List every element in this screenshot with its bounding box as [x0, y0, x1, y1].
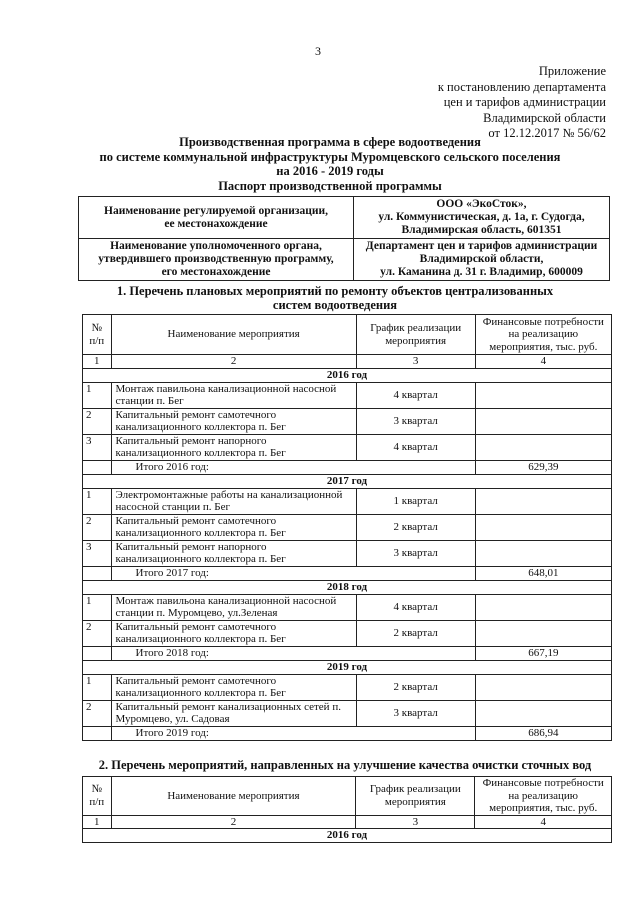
title-line: по системе коммунальной инфраструктуры Муромцевского сельского поселения — [99, 149, 561, 164]
item-finance — [475, 620, 611, 646]
item-name: Монтаж павильона канализационной насосной станции п. Муромцево, ул.Зеленая — [111, 594, 356, 620]
item-finance — [475, 540, 611, 566]
item-name: Капитальный ремонт самотечного канализационного коллектора п. Бег — [111, 620, 356, 646]
item-finance — [475, 594, 611, 620]
year-header: 2016 год — [83, 368, 612, 382]
item-finance — [475, 434, 611, 460]
section2-title: 2. Перечень мероприятий, направленных на улучшение качества очистки сточных вод — [98, 758, 592, 772]
passport-org-label: Наименование регулируемой организации, ее местонахождение — [79, 197, 354, 239]
header-num: № п/п — [83, 777, 112, 816]
year-header: 2019 год — [83, 660, 612, 674]
col-number: 3 — [356, 815, 475, 829]
item-number: 1 — [83, 674, 112, 700]
year-header: 2016 год — [83, 829, 612, 843]
item-schedule: 3 квартал — [356, 540, 475, 566]
header-num: № п/п — [83, 315, 112, 355]
item-number: 3 — [83, 434, 112, 460]
col-number: 1 — [83, 355, 112, 369]
item-number: 3 — [83, 540, 112, 566]
appendix-header — [438, 64, 606, 142]
item-name: Капитальный ремонт самотечного канализационного коллектора п. Бег — [111, 514, 356, 540]
item-number: 1 — [83, 488, 112, 514]
page-number: 3 — [315, 44, 321, 58]
col-number: 2 — [111, 355, 356, 369]
appendix-line: Владимирской области — [483, 110, 606, 125]
item-name: Электромонтажные работы на канализационной насосной станции п. Бег — [111, 488, 356, 514]
item-schedule: 4 квартал — [356, 434, 475, 460]
item-schedule: 2 квартал — [356, 674, 475, 700]
section1-title: 1. Перечень плановых мероприятий по ремонту объектов централизованных систем водоотведения — [116, 284, 554, 312]
item-name: Капитальный ремонт напорного канализационного коллектора п. Бег — [111, 434, 356, 460]
item-number: 1 — [83, 382, 112, 408]
col-number: 3 — [356, 355, 475, 369]
item-schedule: 1 квартал — [356, 488, 475, 514]
total-value: 667,19 — [475, 646, 611, 660]
item-schedule: 3 квартал — [356, 700, 475, 726]
header-schedule: График реализации мероприятия — [356, 777, 475, 816]
item-name: Монтаж павильона канализационной насосной станции п. Бег — [111, 382, 356, 408]
item-number: 1 — [83, 594, 112, 620]
item-finance — [475, 488, 611, 514]
year-header: 2017 год — [83, 474, 612, 488]
item-schedule: 2 квартал — [356, 620, 475, 646]
item-number: 2 — [83, 700, 112, 726]
header-finance: Финансовые потребности на реализацию мероприятия, тыс. руб. — [475, 777, 612, 816]
item-finance — [475, 700, 611, 726]
appendix-line: к постановлению департамента — [437, 79, 606, 94]
passport-authority-value: Департамент цен и тарифов администрации Владимирской области, ул. Каманина д. 31 г. Владимир, 600009 — [354, 239, 610, 281]
item-name: Капитальный ремонт канализационных сетей п. Муромцево, ул. Садовая — [111, 700, 356, 726]
header-finance: Финансовые потребности на реализацию мероприятия, тыс. руб. — [475, 315, 611, 355]
quality-plan-table — [82, 776, 612, 843]
item-name: Капитальный ремонт напорного канализационного коллектора п. Бег — [111, 540, 356, 566]
item-name: Капитальный ремонт самотечного канализационного коллектора п. Бег — [111, 674, 356, 700]
passport-authority-label: Наименование уполномоченного органа, утвердившего производственную программу, его местонахождение — [79, 239, 354, 281]
document-title — [70, 135, 590, 193]
appendix-line: от 12.12.2017 № 56/62 — [488, 126, 606, 140]
col-number: 4 — [475, 355, 611, 369]
item-schedule: 3 квартал — [356, 408, 475, 434]
item-finance — [475, 408, 611, 434]
header-name: Наименование мероприятия — [111, 315, 356, 355]
total-value: 648,01 — [475, 566, 611, 580]
item-schedule: 2 квартал — [356, 514, 475, 540]
total-label: Итого 2019 год: — [111, 726, 475, 740]
item-finance — [475, 674, 611, 700]
item-number: 2 — [83, 408, 112, 434]
total-value: 629,39 — [475, 460, 611, 474]
col-number: 4 — [475, 815, 612, 829]
appendix-line: Приложение — [538, 64, 606, 78]
year-header: 2018 год — [83, 580, 612, 594]
repair-plan-table — [82, 314, 612, 741]
col-number: 2 — [111, 815, 356, 829]
total-value: 686,94 — [475, 726, 611, 740]
item-finance — [475, 514, 611, 540]
total-label: Итого 2017 год: — [111, 566, 475, 580]
title-line: на 2016 - 2019 годы — [276, 164, 384, 178]
item-schedule: 4 квартал — [356, 382, 475, 408]
col-number: 1 — [83, 815, 112, 829]
appendix-line: цен и тарифов администрации — [443, 95, 606, 109]
title-line: Производственная программа в сфере водоотведения — [179, 135, 481, 149]
item-number: 2 — [83, 620, 112, 646]
passport-org-value: ООО «ЭкоСток», ул. Коммунистическая, д. 1а, г. Судогда, Владимирская область, 601351 — [354, 197, 610, 239]
item-schedule: 4 квартал — [356, 594, 475, 620]
total-label: Итого 2016 год: — [111, 460, 475, 474]
header-schedule: График реализации мероприятия — [356, 315, 475, 355]
title-line: Паспорт производственной программы — [218, 178, 442, 193]
total-label: Итого 2018 год: — [111, 646, 475, 660]
item-number: 2 — [83, 514, 112, 540]
item-finance — [475, 382, 611, 408]
header-name: Наименование мероприятия — [111, 777, 356, 816]
item-name: Капитальный ремонт самотечного канализационного коллектора п. Бег — [111, 408, 356, 434]
passport-table — [78, 196, 610, 281]
